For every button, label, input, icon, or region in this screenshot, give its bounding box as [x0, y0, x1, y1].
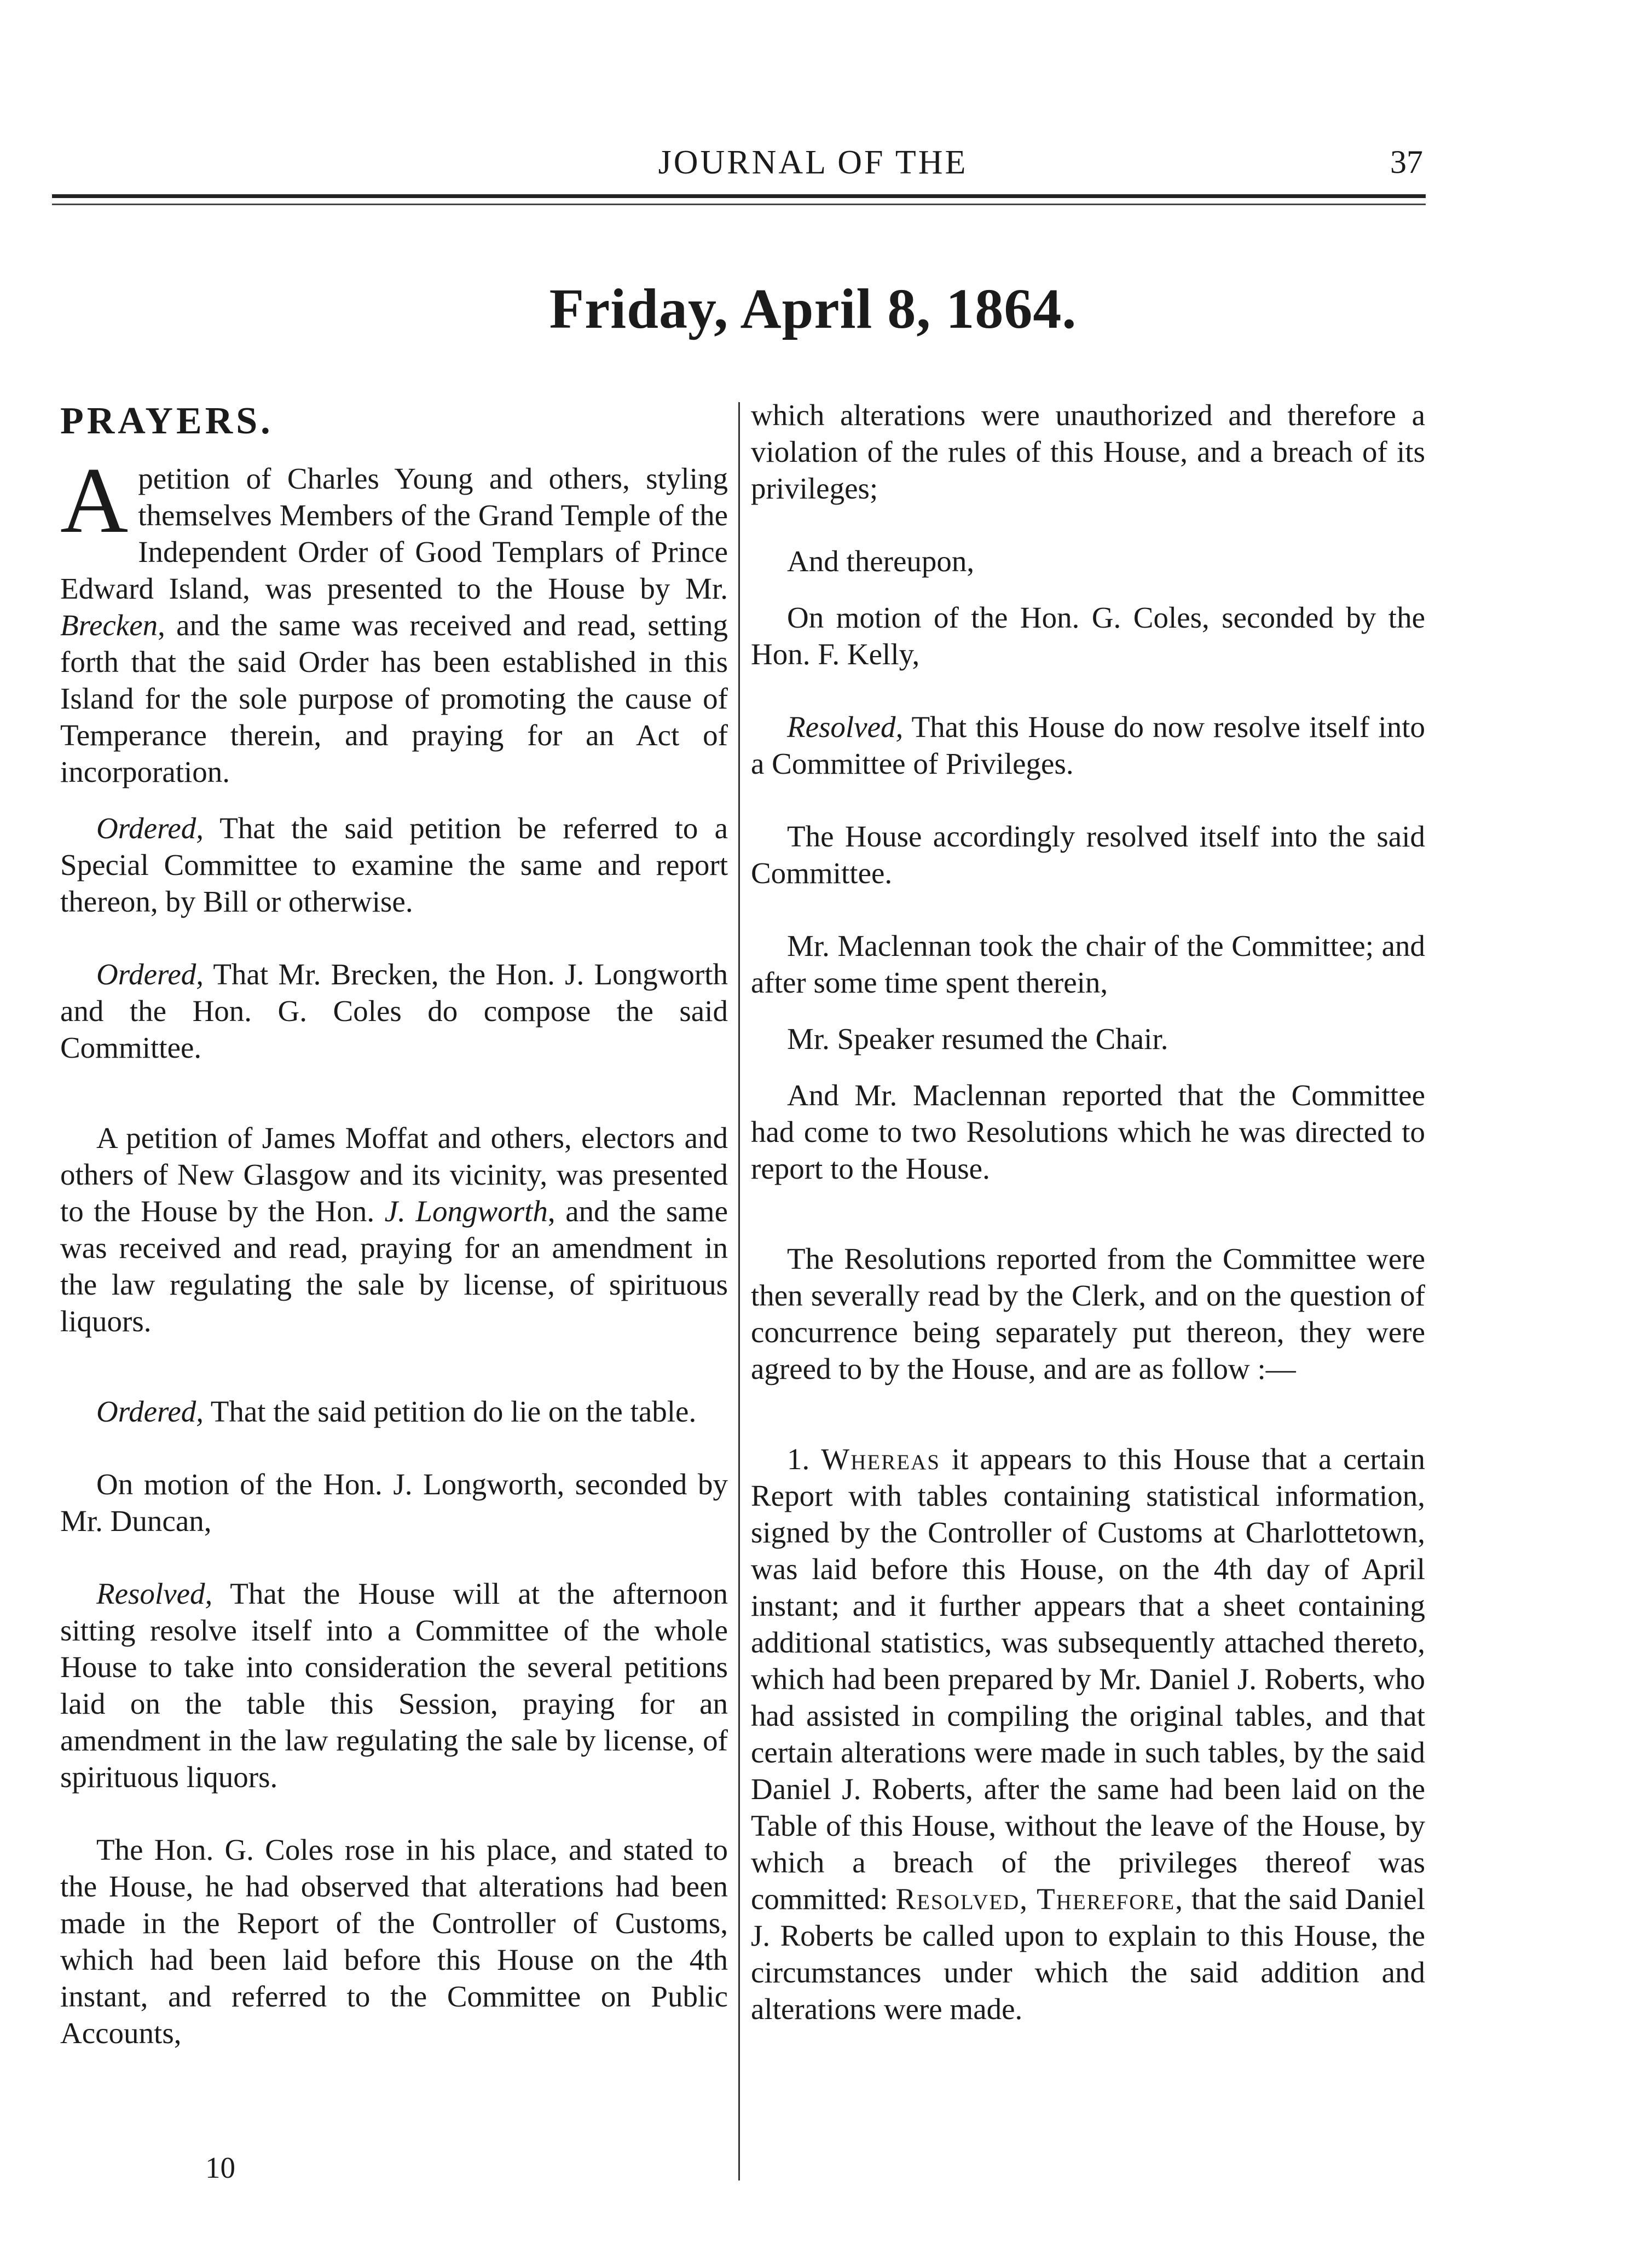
header-rule-thin [52, 204, 1426, 205]
coles-statement: The Hon. G. Coles rose in his place, and stated to the House, he had observed that alterations had been made in the Report of the Controller of Customs, which had been laid before this House on the 4th instant, and referred to the Committee on Public Accounts, [60, 1833, 728, 2050]
header-rule-thick [52, 194, 1426, 198]
petition-james-moffat: A petition of James Moffat and others, electors and others of New Glasgow and its vicinity, was presented to the House by the Hon. J. Longworth, and the same was received and read, praying for an amendment in the law regulating the sale by license, of spirituous liquors. [60, 1121, 728, 1338]
ordered-lie-on-table: Ordered, That the said petition do lie on the table. [96, 1395, 697, 1428]
ordered-referred: Ordered, That the said petition be referred to a Special Committee to examine the same and report thereon, by Bill or otherwise. [60, 811, 728, 918]
resolved-committee-whole-house: Resolved, That the House will at the afternoon sitting resolve itself into a Committee of the whole House to take into consideration the several petitions laid on the table this Session, praying for an amendment in the law regulating the sale by license, of spirituous liquors. [60, 1577, 728, 1794]
motion-longworth: On motion of the Hon. J. Longworth, seconded by Mr. Duncan, [60, 1467, 728, 1538]
maclennan-took-chair: Mr. Maclennan took the chair of the Committee; and after some time spent therein, [751, 929, 1425, 999]
resolved-committee-privileges: Resolved, That this House do now resolve itself into a Committee of Privileges. [751, 710, 1425, 780]
column-divider [738, 402, 740, 2180]
maclennan-reported: And Mr. Maclennan reported that the Committee had come to two Resolutions which he was directed to report to the House. [751, 1078, 1425, 1185]
signature-mark: 10 [205, 2151, 235, 2184]
alterations-continued: which alterations were unauthorized and therefore a violation of the rules of this House, and a breach of its privileges; [751, 398, 1425, 505]
date-heading: Friday, April 8, 1864. [549, 277, 1077, 340]
right-column [751, 397, 1425, 2027]
petition-charles-young: A petition of Charles Young and others, styling themselves Members of the Grand Temple of the Independent Order of Good Templars of Prince Edward Island, was presented to the House by Mr. Brecken, and the same was received and read, setting forth that the said Order has been established in this Island for the sole purpose of promoting the cause of Temperance therein, and praying for an Act of incorporation. [60, 449, 728, 788]
page-number: 37 [1390, 144, 1423, 180]
running-head [0, 143, 1626, 187]
left-column [60, 397, 728, 2051]
and-thereupon: And thereupon, [787, 544, 975, 578]
house-resolved-into-committee: The House accordingly resolved itself into the said Committee. [751, 820, 1425, 890]
ordered-compose-committee: Ordered, That Mr. Brecken, the Hon. J. Longworth and the Hon. G. Coles do compose the said Committee. [60, 958, 728, 1064]
motion-coles: On motion of the Hon. G. Coles, seconded by the Hon. F. Kelly, [751, 601, 1425, 671]
section-heading-prayers: PRAYERS. [60, 400, 274, 442]
speaker-resumed-chair: Mr. Speaker resumed the Chair. [787, 1022, 1168, 1055]
running-title: JOURNAL OF THE [658, 144, 968, 181]
resolutions-read: The Resolutions reported from the Committee were then severally read by the Clerk, and on the question of concurrence being separately put thereon, they were agreed to by the House, and are as follow :— [751, 1242, 1425, 1385]
drop-cap: A [60, 449, 129, 553]
resolution-1: 1. Whereas it appears to this House that a certain Report with tables containing statistical information, signed by the Controller of Customs at Charlottetown, was laid before this House, on the 4th day of April instant; and it further appears that a sheet containing additional statistics, was subsequently attached thereto, which had been prepared by Mr. Daniel J. Roberts, who had assisted in compiling the original tables, and that certain alterations were made in such tables, by the said Daniel J. Roberts, after the same had been laid on the Table of this House, without the leave of the House, by which a breach of the privileges thereof was committed: Resolved, Therefore, that the said Daniel J. Roberts be called upon to explain to this House, the circumstances under which the said addition and alterations were made. [751, 1442, 1426, 2026]
